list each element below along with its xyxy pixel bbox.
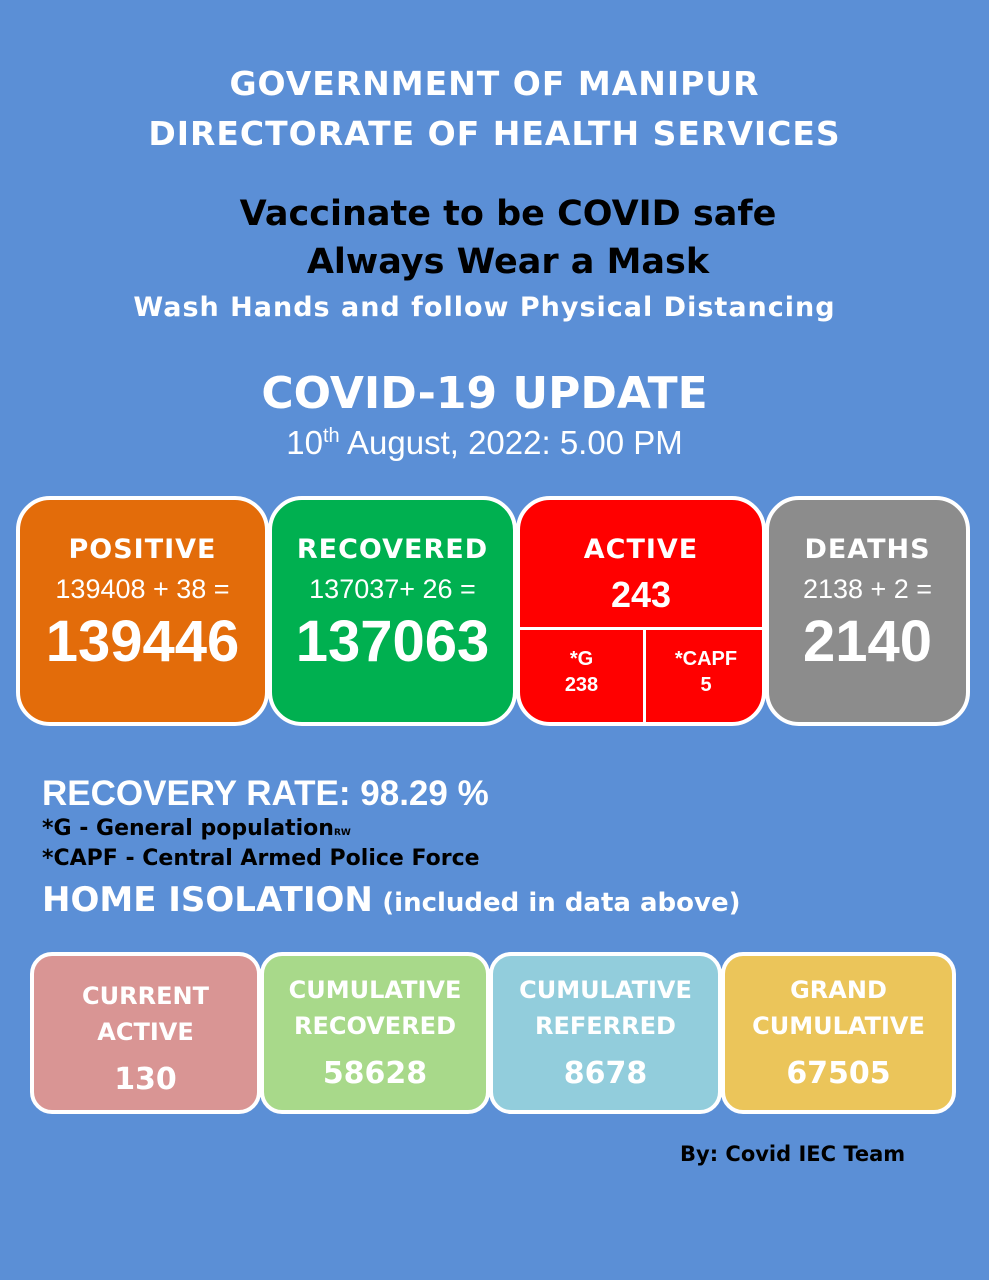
home-current-active-line2: ACTIVE <box>97 1018 194 1046</box>
message-vaccinate: Vaccinate to be COVID safe <box>239 194 777 234</box>
recovered-card <box>268 496 517 726</box>
update-date: 10th August, 2022: 5.00 PM <box>286 424 683 461</box>
note-capf: *CAPF - Central Armed Police Force <box>42 846 480 871</box>
positive-equation: 139408 + 38 = <box>55 574 230 604</box>
active-divider-h <box>520 627 762 630</box>
header-line2: DIRECTORATE OF HEALTH SERVICES <box>148 114 841 153</box>
active-label: ACTIVE <box>583 534 699 565</box>
home-cumulative-recovered-line2: RECOVERED <box>293 1012 456 1040</box>
deaths-card <box>765 496 970 726</box>
home-grand-cumulative-line2: CUMULATIVE <box>752 1012 925 1040</box>
deaths-equation: 2138 + 2 = <box>802 574 933 604</box>
deaths-total: 2140 <box>802 609 933 674</box>
active-total: 243 <box>610 574 672 615</box>
positive-card <box>16 496 269 726</box>
home-current-active-line1: CURRENT <box>82 982 209 1010</box>
recovery-rate: RECOVERY RATE: 98.29 % <box>42 774 489 813</box>
home-cumulative-referred-line2: REFERRED <box>535 1012 676 1040</box>
active-g-value: 238 <box>564 674 599 696</box>
home-cumulative-recovered-value: 58628 <box>322 1056 428 1091</box>
active-g-cell <box>520 646 643 698</box>
recovered-total: 137063 <box>295 609 490 674</box>
home-grand-cumulative-value: 67505 <box>786 1056 891 1091</box>
positive-label: POSITIVE <box>68 534 217 565</box>
active-g-label: *G <box>569 648 594 670</box>
home-cumulative-recovered-line1: CUMULATIVE <box>288 976 462 1004</box>
home-current-active-value: 130 <box>114 1062 177 1097</box>
home-isolation-heading: HOME ISOLATION (included in data above) <box>42 880 741 920</box>
recovered-label: RECOVERED <box>296 534 489 565</box>
positive-total: 139446 <box>45 609 240 674</box>
active-capf-label: *CAPF <box>674 648 738 670</box>
note-general-population: *G - General populationRW <box>42 816 351 841</box>
home-cumulative-referred-line1: CUMULATIVE <box>519 976 692 1004</box>
recovered-equation: 137037+ 26 = <box>309 574 476 604</box>
active-capf-value: 5 <box>700 674 712 696</box>
active-card <box>516 496 766 726</box>
home-grand-cumulative-card <box>721 952 956 1114</box>
home-cumulative-recovered-card <box>260 952 490 1114</box>
home-cumulative-referred-card <box>489 952 722 1114</box>
update-title: COVID-19 UPDATE <box>261 368 708 419</box>
home-grand-cumulative-line1: GRAND <box>790 976 887 1004</box>
home-cumulative-referred-value: 8678 <box>563 1056 648 1091</box>
footer-credit: By: Covid IEC Team <box>680 1142 906 1166</box>
home-current-active-card <box>30 952 261 1114</box>
deaths-label: DEATHS <box>804 534 931 565</box>
header-line1: GOVERNMENT OF MANIPUR <box>229 64 760 103</box>
message-wash-hands: Wash Hands and follow Physical Distancing <box>133 292 836 323</box>
message-mask: Always Wear a Mask <box>306 242 710 282</box>
active-capf-cell <box>646 646 766 698</box>
